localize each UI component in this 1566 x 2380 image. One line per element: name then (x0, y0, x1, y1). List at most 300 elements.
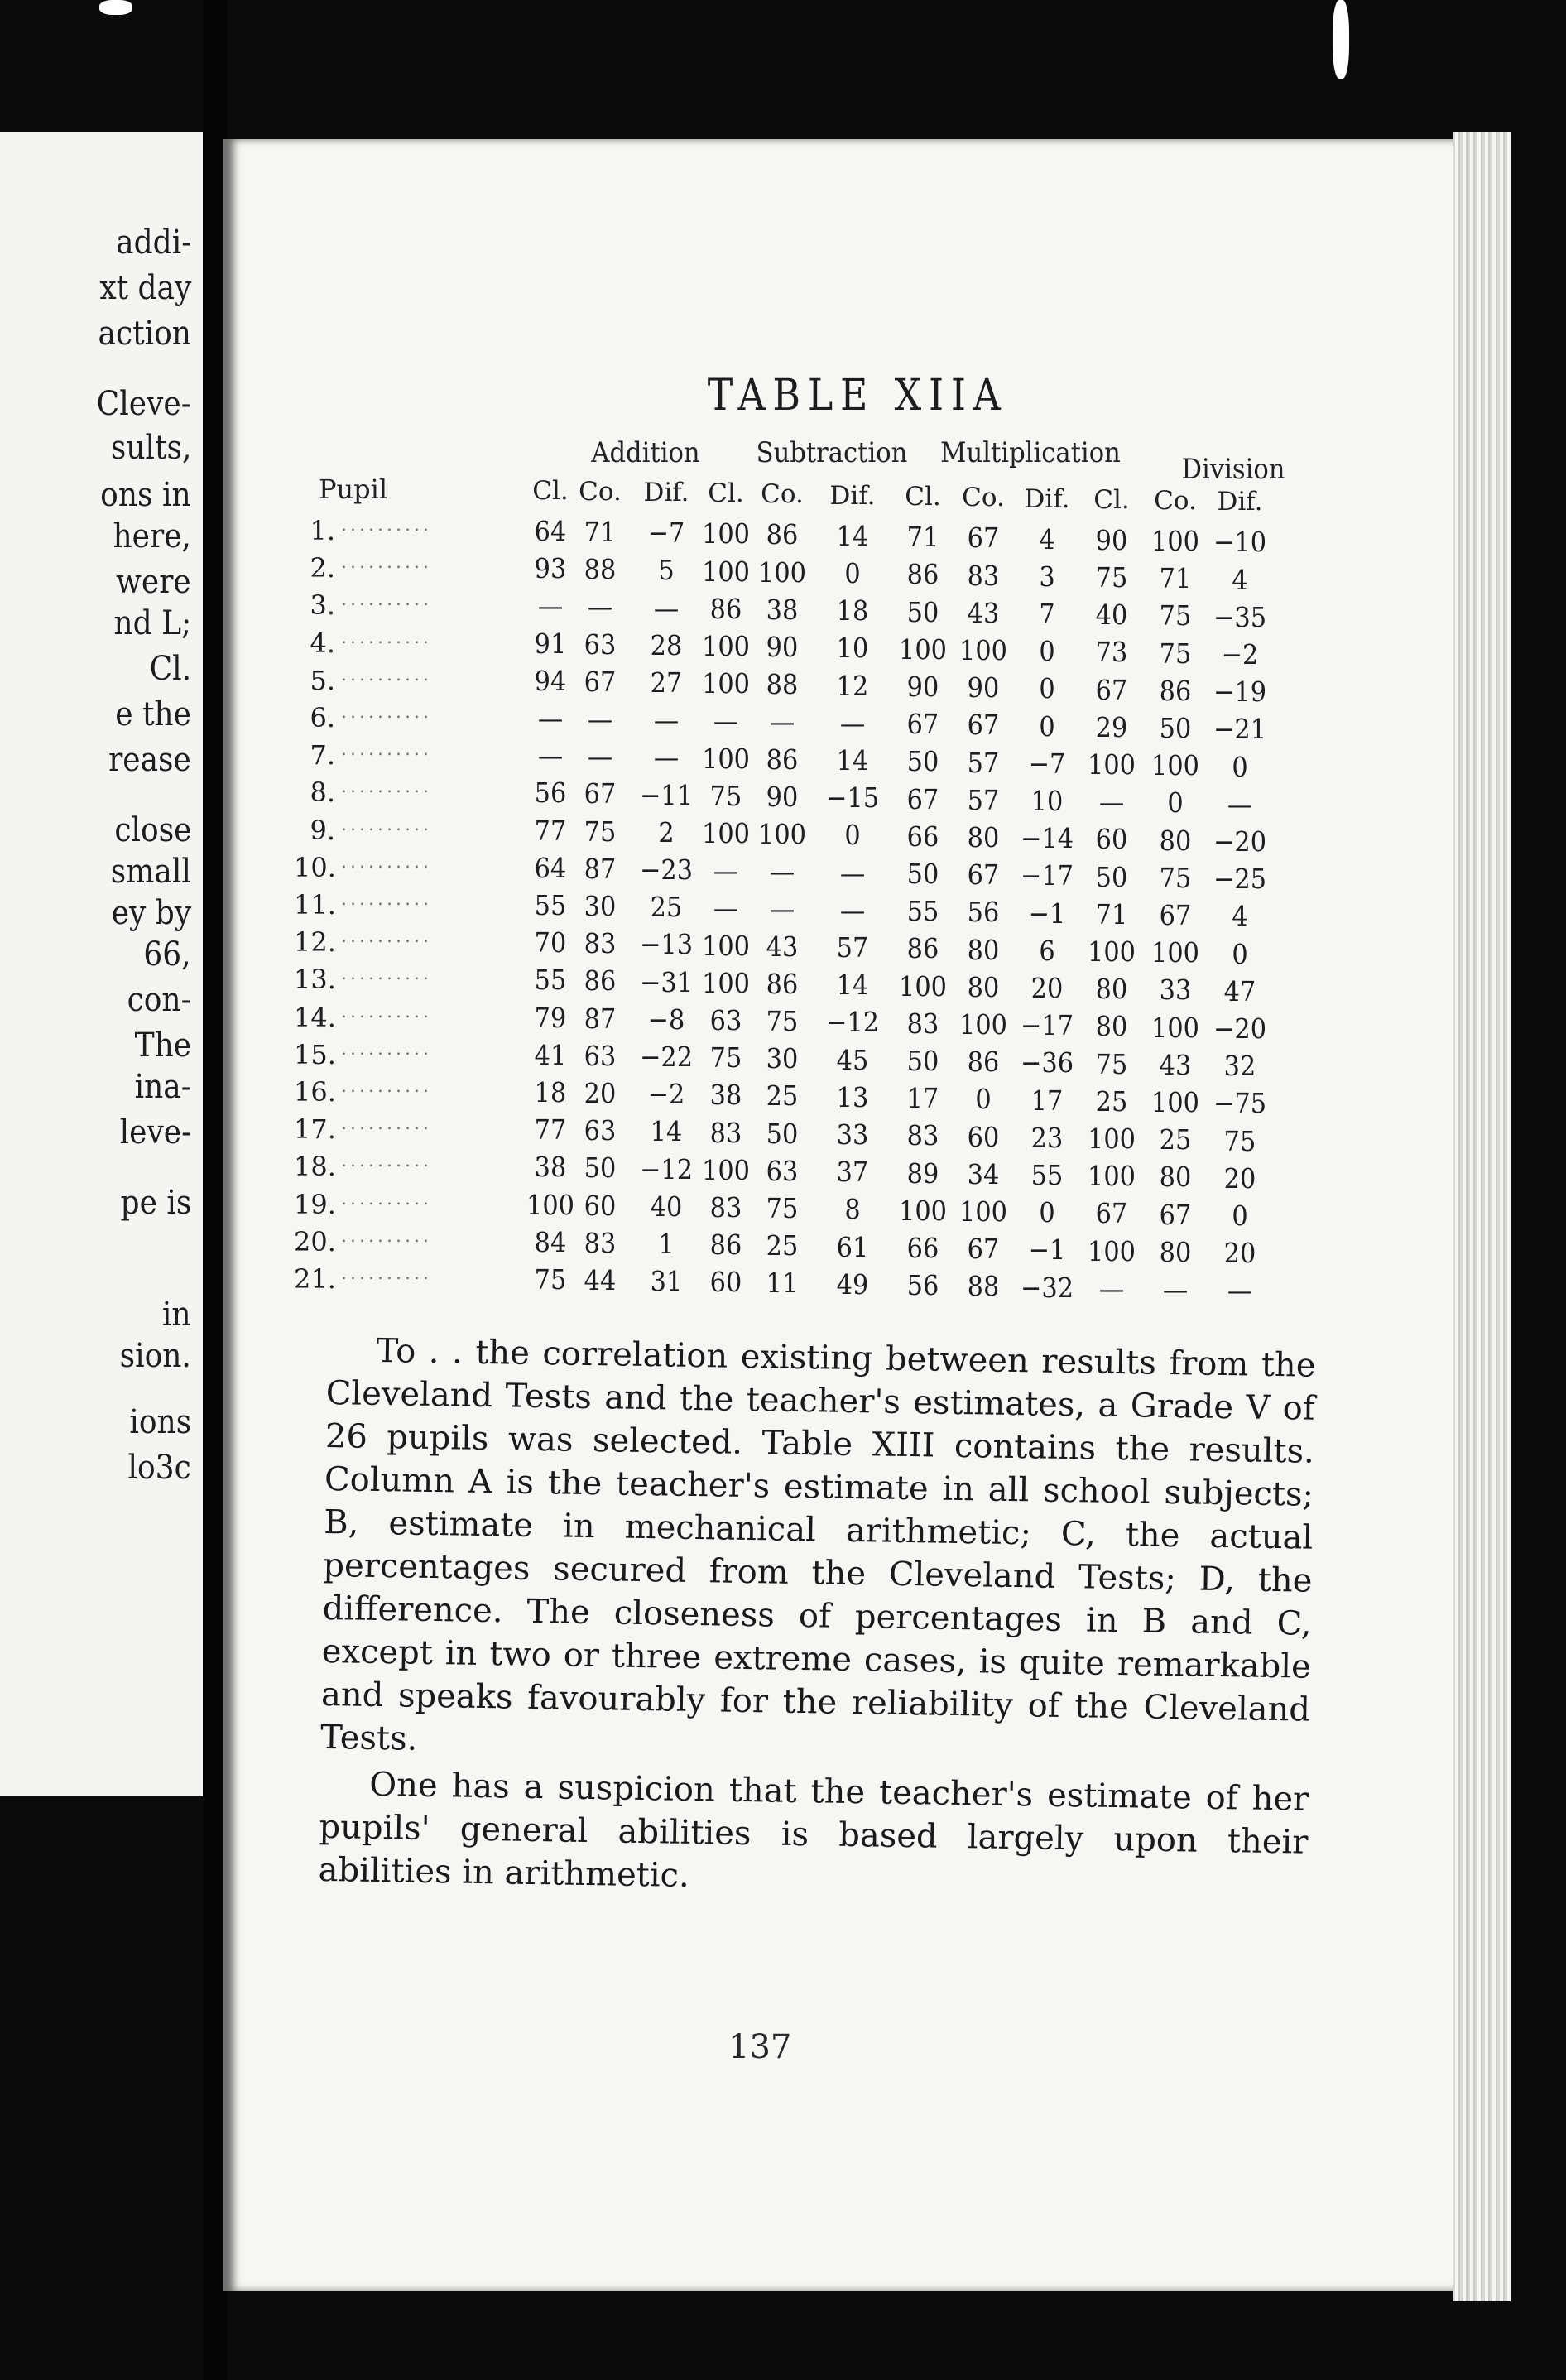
table-cell: 67 (967, 709, 1000, 742)
table-cell: 67 (906, 708, 939, 741)
subheader-1: Co. (579, 476, 622, 507)
table-cell: 0 (844, 557, 861, 590)
table-cell: 55 (534, 964, 567, 997)
table-cell: −22 (639, 1041, 694, 1074)
table-cell: 40 (650, 1190, 683, 1223)
table-cell: — (713, 854, 739, 887)
table-cell: 100 (899, 1194, 947, 1227)
subheader-6: Cl. (905, 482, 941, 512)
table-cell: 50 (906, 857, 939, 890)
table-cell: 55 (534, 889, 567, 921)
table-cell: 0 (1232, 937, 1248, 970)
table-cell: −31 (639, 965, 694, 998)
left-page-line: Cleve- (96, 385, 191, 423)
table-cell: 50 (584, 1152, 617, 1185)
table-cell: 75 (709, 1041, 742, 1075)
table-cell: 83 (906, 1119, 939, 1152)
pupil-number: 15. (294, 1038, 336, 1070)
subheader-8: Dif. (1024, 483, 1070, 514)
table-cell: — (653, 704, 680, 737)
table-cell: 30 (766, 1042, 799, 1075)
table-title: TABLE XIIA (707, 371, 1008, 421)
table-row (0, 552, 1566, 596)
table-cell: 20 (1030, 971, 1064, 1004)
table-cell: 75 (1095, 1047, 1128, 1080)
group-header-division: Division (1181, 453, 1285, 486)
table-cell: −10 (1213, 526, 1267, 559)
dot-leader: .......... (341, 1038, 432, 1060)
table-cell: −1 (1028, 1233, 1066, 1267)
table-cell: 100 (899, 969, 947, 1002)
table-cell: 83 (906, 1007, 939, 1040)
table-cell: 4 (1232, 900, 1248, 933)
table-cell: −15 (825, 781, 880, 815)
table-row (0, 964, 1566, 1007)
table-cell: 90 (1095, 523, 1128, 556)
table-cell: 25 (766, 1229, 799, 1262)
table-cell: 71 (584, 515, 617, 548)
table-row (0, 1001, 1566, 1045)
subheader-2: Dif. (643, 478, 689, 508)
table-cell: 40 (1095, 599, 1128, 632)
table-cell: 90 (766, 780, 799, 813)
left-page-line: lo3c (127, 1449, 191, 1487)
table-cell: 100 (959, 1195, 1007, 1228)
table-cell: 41 (534, 1038, 567, 1071)
table-cell: 50 (906, 595, 939, 628)
subheader-5: Dif. (829, 480, 876, 511)
subheader-3: Cl. (708, 478, 744, 509)
table-cell: — (839, 706, 866, 739)
table-cell: 80 (967, 970, 1000, 1003)
table-cell: 100 (758, 555, 806, 589)
table-cell: 10 (836, 632, 869, 665)
table-cell: 80 (967, 820, 1000, 853)
table-cell: 31 (650, 1265, 683, 1298)
table-cell: 60 (584, 1189, 617, 1222)
pupil-number: 8. (310, 777, 335, 809)
table-cell: 20 (584, 1076, 617, 1109)
table-cell: 90 (766, 631, 799, 664)
left-page-line: close (113, 811, 191, 849)
table-cell: 83 (967, 559, 1000, 592)
table-cell: 63 (584, 1114, 617, 1147)
table-cell: — (1227, 787, 1253, 820)
table-cell: 100 (1151, 1011, 1199, 1044)
table-cell: 0 (1039, 635, 1055, 668)
table-cell: −13 (639, 928, 694, 961)
table-cell: 20 (1223, 1161, 1256, 1195)
table-cell: 49 (836, 1267, 869, 1301)
pupil-number: 21. (294, 1263, 336, 1295)
dot-leader: .......... (341, 851, 432, 873)
table-cell: 1 (658, 1228, 675, 1261)
table-cell: 88 (584, 553, 617, 586)
table-cell: −17 (1020, 859, 1074, 892)
left-page-line: con- (127, 981, 191, 1019)
table-cell: — (713, 892, 739, 925)
pupil-number: 10. (294, 851, 336, 883)
table-cell: 63 (766, 1154, 799, 1187)
table-cell: 0 (1039, 1196, 1055, 1229)
table-cell: 75 (1223, 1124, 1256, 1157)
subheader-0: Cl. (532, 476, 569, 506)
table-cell: 88 (766, 668, 799, 701)
dot-leader: .......... (341, 1225, 432, 1247)
table-cell: 57 (967, 746, 1000, 779)
pupil-number: 14. (294, 1001, 336, 1033)
table-cell: 75 (1095, 561, 1128, 594)
table-cell: 79 (534, 1001, 567, 1034)
left-page-line: action (98, 315, 191, 353)
dot-leader: .......... (341, 777, 432, 798)
table-cell: −25 (1213, 863, 1267, 896)
table-cell: 75 (1159, 861, 1192, 894)
table-cell: 0 (1232, 750, 1248, 783)
subheader-4: Co. (761, 479, 804, 510)
table-cell: 88 (967, 1270, 1000, 1303)
table-cell: −12 (639, 1152, 694, 1185)
table-cell: 67 (584, 665, 617, 698)
table-cell: −12 (825, 1006, 880, 1039)
table-cell: 75 (766, 1005, 799, 1038)
table-cell: −36 (1020, 1046, 1074, 1079)
table-cell: 67 (1159, 1198, 1192, 1231)
pupil-number: 6. (310, 702, 335, 733)
table-cell: 33 (1159, 974, 1192, 1007)
table-cell: 80 (967, 933, 1000, 966)
table-cell: 83 (584, 927, 617, 960)
table-cell: 83 (584, 1226, 617, 1259)
table-cell: — (839, 893, 866, 926)
table-cell: 77 (534, 814, 567, 847)
table-cell: 20 (1223, 1237, 1256, 1270)
left-page-line: Cl. (149, 650, 191, 688)
pupil-number: 2. (310, 552, 335, 584)
table-cell: 87 (584, 852, 617, 885)
table-cell: — (653, 741, 680, 774)
table-cell: — (537, 589, 564, 623)
table-cell: — (587, 740, 613, 773)
table-cell: 86 (709, 592, 742, 625)
table-cell: 67 (967, 522, 1000, 555)
table-cell: 91 (534, 627, 567, 660)
table-cell: 73 (1095, 636, 1128, 669)
table-cell: −20 (1213, 1012, 1267, 1045)
table-cell: 67 (584, 777, 617, 810)
table-cell: 61 (836, 1230, 869, 1263)
table-cell: 50 (906, 745, 939, 778)
table-cell: 100 (899, 632, 947, 666)
paragraph-suspicion: One has a suspicion that the teacher's estimate of her pupils' general abilities is based largely upon their abilities in arithmetic. (318, 1765, 1309, 1895)
table-cell: 63 (709, 1003, 742, 1036)
pupil-number: 9. (310, 814, 335, 846)
subheader-7: Co. (962, 483, 1005, 513)
left-page-line: nd L; (113, 604, 191, 642)
table-cell: −14 (1020, 822, 1074, 855)
left-page-line: sults, (110, 429, 191, 467)
dot-leader: .......... (341, 1001, 432, 1022)
dot-leader: .......... (341, 589, 432, 611)
table-cell: 50 (1095, 860, 1128, 893)
table-cell: 47 (1223, 974, 1256, 1007)
table-cell: — (1098, 786, 1125, 819)
table-cell: 94 (534, 664, 567, 697)
table-cell: −35 (1213, 600, 1267, 633)
left-page-line: here, (113, 517, 191, 555)
table-cell: 64 (534, 515, 567, 547)
table-cell: 100 (702, 555, 750, 588)
table-cell: 0 (1232, 1199, 1248, 1232)
table-cell: 57 (967, 783, 1000, 816)
table-cell: 43 (967, 596, 1000, 629)
table-cell: 100 (702, 816, 750, 849)
table-cell: 25 (650, 891, 683, 924)
table-cell: 75 (1159, 637, 1192, 670)
table-cell: 34 (967, 1157, 1000, 1190)
table-cell: −11 (639, 778, 694, 811)
table-cell: 30 (584, 889, 617, 922)
table-cell: 83 (709, 1116, 742, 1149)
table-cell: 71 (1159, 562, 1192, 595)
table-cell: 75 (534, 1263, 567, 1296)
table-cell: 60 (967, 1120, 1000, 1153)
group-header-addition: Addition (591, 436, 700, 469)
dot-leader: .......... (341, 1113, 432, 1135)
table-cell: 100 (1088, 1160, 1136, 1193)
table-cell: — (587, 702, 613, 735)
table-cell: 66 (906, 820, 939, 853)
table-cell: 100 (1151, 525, 1199, 558)
table-cell: 93 (534, 552, 567, 585)
dot-leader: .......... (341, 964, 432, 985)
table-cell: 100 (702, 929, 750, 962)
table-cell: −2 (647, 1078, 685, 1111)
table-cell: 100 (526, 1188, 574, 1221)
table-cell: 80 (1159, 1235, 1192, 1268)
table-cell: — (839, 856, 866, 889)
left-page-line: e the (115, 695, 191, 733)
left-page-line: leve- (119, 1113, 191, 1152)
dot-leader: .......... (341, 739, 432, 761)
dot-leader: .......... (341, 627, 432, 648)
table-cell: 80 (1095, 973, 1128, 1006)
left-page-line: ey by (111, 894, 191, 932)
top-light-spot (99, 0, 132, 15)
table-cell: 56 (906, 1269, 939, 1302)
pupil-number: 5. (310, 664, 335, 696)
table-row (0, 515, 1566, 559)
subheader-10: Co. (1154, 486, 1197, 517)
table-cell: −7 (1028, 747, 1066, 780)
table-cell: 60 (1095, 823, 1128, 856)
table-cell: 66 (906, 1231, 939, 1264)
left-page-line: were (116, 563, 191, 601)
table-cell: −2 (1221, 637, 1259, 671)
table-cell: 67 (1095, 673, 1128, 706)
table-cell: 67 (967, 858, 1000, 892)
dot-leader: .......... (341, 1188, 432, 1209)
dot-leader: .......... (341, 1076, 432, 1097)
table-cell: −75 (1213, 1087, 1267, 1120)
table-row (0, 777, 1566, 820)
pupil-number: 12. (294, 926, 336, 959)
table-cell: 75 (1159, 599, 1192, 632)
table-cell: — (537, 702, 564, 734)
table-cell: 84 (534, 1225, 567, 1258)
table-cell: 23 (1030, 1121, 1064, 1154)
pupil-number: 13. (294, 964, 336, 996)
table-cell: 7 (1039, 597, 1055, 630)
table-cell: 80 (1159, 824, 1192, 857)
table-cell: 80 (1159, 1161, 1192, 1194)
top-right-light-spot (1333, 0, 1349, 79)
table-row (0, 589, 1566, 633)
table-cell: 8 (844, 1193, 861, 1226)
table-cell: 50 (766, 1117, 799, 1150)
table-cell: 71 (1095, 897, 1128, 930)
table-cell: 83 (709, 1190, 742, 1224)
table-cell: 0 (1167, 786, 1184, 820)
table-cell: 18 (534, 1076, 567, 1108)
table-cell: 44 (584, 1263, 617, 1296)
table-cell: 100 (1088, 748, 1136, 781)
table-cell: 75 (766, 1192, 799, 1225)
table-cell: 10 (1030, 784, 1064, 817)
table-cell: 63 (584, 627, 617, 661)
pupil-number: 4. (310, 627, 335, 659)
table-cell: 100 (1151, 749, 1199, 782)
table-cell: 17 (906, 1082, 939, 1115)
table-cell: 90 (967, 671, 1000, 704)
table-cell: 100 (1088, 1123, 1136, 1156)
table-cell: 86 (967, 1046, 1000, 1079)
table-cell: 86 (906, 558, 939, 591)
table-row (0, 739, 1566, 783)
table-cell: 2 (658, 815, 675, 849)
table-cell: 64 (534, 851, 567, 884)
table-cell: — (1162, 1273, 1189, 1306)
table-cell: 43 (766, 930, 799, 963)
left-page-line: small (110, 853, 191, 891)
table-cell: — (769, 705, 795, 738)
table-cell: — (587, 590, 613, 623)
table-cell: 50 (906, 1044, 939, 1077)
pupil-number: 3. (310, 589, 335, 622)
table-cell: −7 (647, 517, 685, 550)
table-cell: 100 (1151, 1086, 1199, 1119)
table-cell: 6 (1039, 934, 1055, 967)
table-cell: 56 (534, 777, 567, 810)
table-cell: 25 (1159, 1123, 1192, 1156)
table-cell: 45 (836, 1043, 869, 1076)
table-cell: 12 (836, 669, 869, 702)
left-page-line: ina- (134, 1068, 191, 1106)
pupil-number: 19. (294, 1188, 336, 1220)
table-cell: 86 (906, 932, 939, 965)
pupil-header: Pupil (319, 474, 388, 505)
table-cell: 27 (650, 666, 683, 700)
table-cell: 86 (766, 967, 799, 1000)
table-cell: 100 (959, 633, 1007, 666)
table-cell: — (537, 739, 564, 772)
dot-leader: .......... (341, 814, 432, 835)
table-cell: 33 (836, 1118, 869, 1152)
pupil-number: 1. (310, 515, 335, 546)
table-cell: 86 (766, 743, 799, 776)
table-cell: 89 (906, 1156, 939, 1190)
table-cell: 18 (836, 594, 869, 627)
table-cell: 55 (1030, 1158, 1064, 1191)
table-cell: 75 (709, 779, 742, 812)
table-cell: 5 (658, 554, 675, 587)
paragraph-correlation: To . . the correlation existing between results from the Cleveland Tests and the teacher's estimates, a Grade V of 26 pupils was selected. Table XIII contains the results. Column A is the teacher's estimate in all school subjects; B, estimate in mechanical arithmetic; C, the actual percentages secured from the Cleveland Tests; D, the difference. The closeness of percentages in B and C, except in two or three extreme cases, is quite remarkable and speaks favourably for the reliability of the Cleveland Tests. (319, 1331, 1316, 1758)
table-row (0, 1038, 1566, 1083)
table-cell: 56 (967, 896, 1000, 929)
table-cell: 67 (1095, 1197, 1128, 1230)
table-cell: −8 (647, 1002, 685, 1036)
dot-leader: .......... (341, 515, 432, 536)
table-cell: 25 (1095, 1084, 1128, 1118)
table-cell: 100 (1088, 1234, 1136, 1267)
left-page-line: in (162, 1296, 191, 1334)
table-cell: 70 (534, 926, 567, 959)
table-cell: — (769, 892, 795, 926)
left-page-line: 66, (143, 935, 191, 974)
table-cell: 100 (702, 1153, 750, 1186)
table-cell: — (1227, 1274, 1253, 1307)
table-cell: 32 (1223, 1050, 1256, 1083)
table-cell: 14 (836, 744, 869, 777)
table-cell: 13 (836, 1080, 869, 1113)
table-cell: 0 (844, 819, 861, 852)
group-header-subtraction: Subtraction (756, 436, 908, 469)
table-cell: 86 (709, 1228, 742, 1262)
table-row (0, 889, 1566, 933)
dot-leader: .......... (341, 664, 432, 685)
table-cell: −20 (1213, 825, 1267, 858)
table-cell: 67 (967, 1233, 1000, 1266)
left-page-line: rease (108, 741, 191, 779)
table-cell: 25 (766, 1079, 799, 1113)
table-cell: 17 (1030, 1084, 1064, 1117)
table-cell: 100 (1151, 936, 1199, 969)
left-page-line: pe is (120, 1184, 191, 1222)
dot-leader: .......... (341, 1151, 432, 1172)
table-cell: 43 (1159, 1048, 1192, 1081)
table-row (0, 1151, 1566, 1195)
table-cell: 100 (702, 517, 750, 551)
table-cell: 11 (766, 1267, 799, 1300)
table-cell: −23 (639, 853, 694, 887)
body-text (318, 1329, 1316, 1907)
table-row (0, 926, 1566, 970)
table-cell: −21 (1213, 713, 1267, 746)
left-page-line: ions (129, 1403, 191, 1441)
left-page-line: sion. (119, 1337, 191, 1375)
table-cell: — (1098, 1272, 1125, 1305)
table-cell: 0 (975, 1083, 992, 1116)
table-cell: 0 (1039, 709, 1055, 743)
table-cell: 37 (836, 1156, 869, 1189)
pupil-number: 17. (294, 1113, 336, 1146)
table-row (0, 702, 1566, 746)
table-cell: 55 (906, 895, 939, 928)
table-cell: 50 (1159, 712, 1192, 745)
dot-leader: .......... (341, 552, 432, 574)
table-cell: — (769, 855, 795, 888)
table-row (0, 1188, 1566, 1232)
